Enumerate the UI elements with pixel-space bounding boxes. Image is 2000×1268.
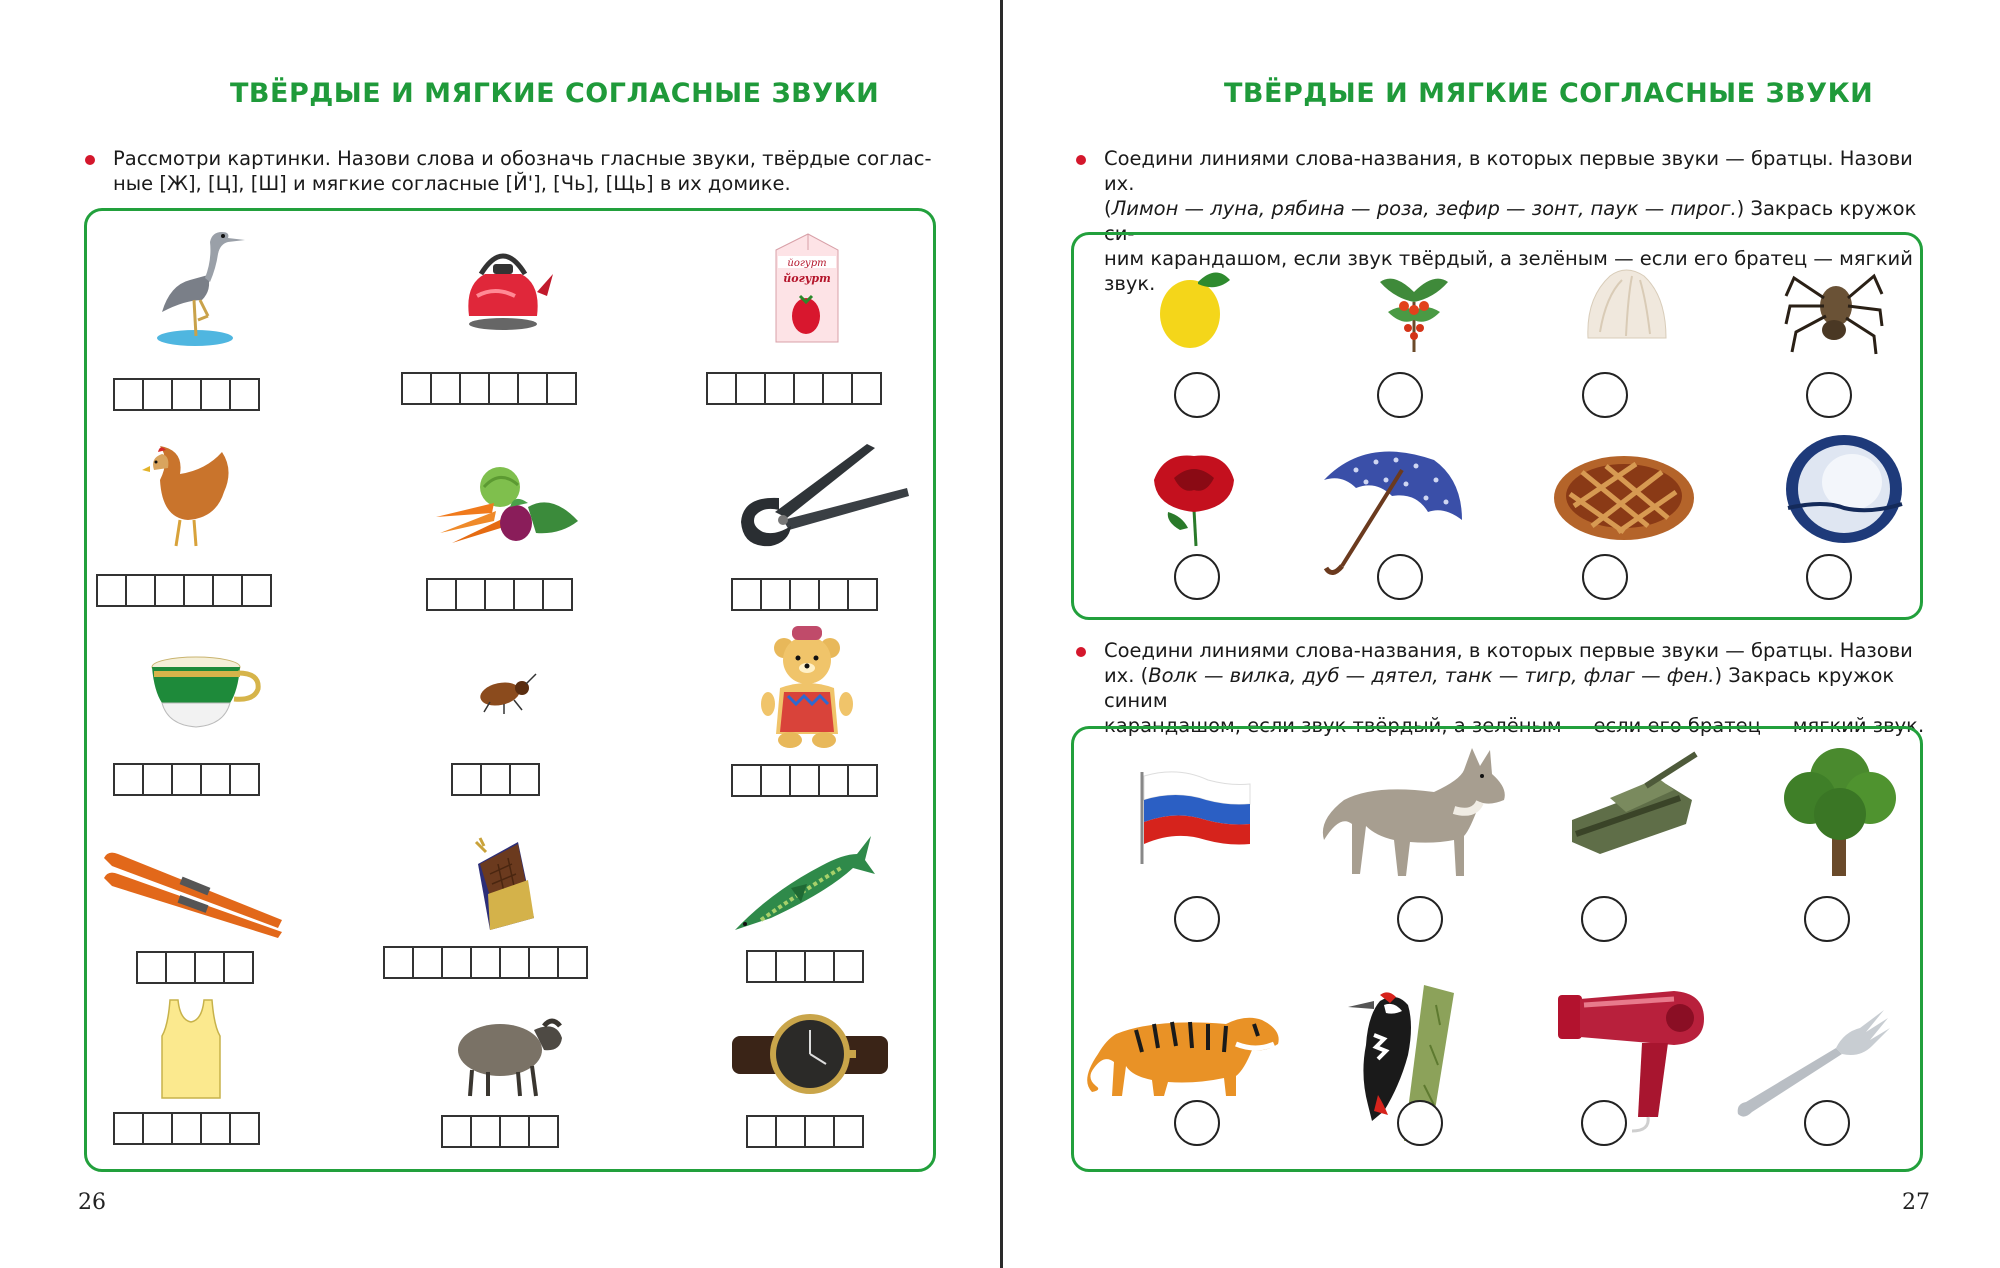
word-pairs: Лимон — луна, рябина — роза, зефир — зонт, паук — пирог.	[1111, 197, 1737, 220]
fork-icon	[1732, 1008, 1892, 1120]
sound-circle[interactable]	[1174, 896, 1220, 942]
bullet-icon	[1076, 647, 1086, 657]
sound-circle[interactable]	[1581, 1100, 1627, 1146]
word-pairs: Волк — вилка, дуб — дятел, танк — тигр, флаг — фен.	[1148, 664, 1715, 687]
vegetables-icon	[432, 463, 582, 553]
heron-icon	[150, 220, 250, 350]
tank-top-icon	[156, 996, 226, 1100]
kettle-icon	[455, 236, 555, 336]
sound-circle[interactable]	[1174, 1100, 1220, 1146]
instruction-line	[1104, 663, 1939, 713]
letter-boxes[interactable]	[443, 1115, 559, 1148]
oak-tree-icon	[1780, 742, 1900, 878]
lemon-icon	[1154, 262, 1234, 352]
watch-icon	[730, 1010, 890, 1100]
sound-circle[interactable]	[1804, 896, 1850, 942]
instruction-line: ним карандашом, если звук твёрдый, а зелёным — если его братец — мягкий звук.	[1104, 247, 1913, 295]
sound-circle[interactable]	[1397, 896, 1443, 942]
chicken-icon	[140, 440, 240, 555]
letter-boxes[interactable]	[428, 578, 573, 611]
instruction-text: (	[1104, 197, 1112, 220]
letter-boxes[interactable]	[115, 1112, 260, 1145]
letter-boxes[interactable]	[453, 763, 540, 796]
tiger-icon	[1086, 1000, 1284, 1100]
pike-icon	[731, 832, 876, 937]
page-number: 26	[78, 1190, 106, 1215]
instruction-line: Соедини линиями слова-названия, в которых первые звуки — братцы. Назови их.	[1104, 147, 1913, 195]
letter-boxes[interactable]	[403, 372, 577, 405]
sound-circle[interactable]	[1377, 372, 1423, 418]
instruction-line: карандашом, если звук твёрдый, а зелёным — если его братец — мягкий звук.	[1104, 714, 1925, 737]
beetle-icon	[470, 666, 540, 716]
book-spine	[1000, 0, 1003, 1268]
sound-circle[interactable]	[1174, 554, 1220, 600]
bullet-icon	[85, 155, 95, 165]
rose-icon	[1144, 450, 1244, 546]
instruction	[113, 146, 953, 196]
letter-boxes[interactable]	[115, 378, 260, 411]
marshmallow-icon	[1582, 262, 1672, 350]
yogurt-icon	[772, 230, 842, 345]
sound-circle[interactable]	[1806, 554, 1852, 600]
moon-icon	[1784, 434, 1904, 544]
cup-icon	[148, 655, 263, 735]
letter-boxes[interactable]	[385, 946, 588, 979]
sound-circle[interactable]	[1174, 372, 1220, 418]
page-title: ТВЁРДЫЕ И МЯГКИЕ СОГЛАСНЫЕ ЗВУКИ	[230, 78, 880, 109]
instruction-text: ) Закрась кружок синим	[1104, 664, 1895, 712]
sound-circle[interactable]	[1581, 896, 1627, 942]
tank-icon	[1566, 750, 1698, 855]
letter-boxes[interactable]	[748, 1115, 864, 1148]
sound-circle[interactable]	[1397, 1100, 1443, 1146]
chocolate-icon	[468, 834, 548, 934]
sound-circle[interactable]	[1582, 554, 1628, 600]
sound-circle[interactable]	[1582, 372, 1628, 418]
hairdryer-icon	[1554, 985, 1714, 1135]
sound-circle[interactable]	[1804, 1100, 1850, 1146]
letter-boxes[interactable]	[708, 372, 882, 405]
instruction-line: ные [Ж], [Ц], [Ш] и мягкие согласные [Й'], [Чь], [Щь] в их домике.	[113, 172, 791, 195]
pincers-icon	[735, 436, 915, 556]
page-number: 27	[1902, 1190, 1930, 1215]
wolf-icon	[1314, 740, 1514, 882]
teddy-bear-icon	[762, 622, 852, 754]
skis-icon	[102, 848, 287, 938]
sound-circle[interactable]	[1377, 554, 1423, 600]
instruction-text: ) Закрась кружок си-	[1104, 197, 1917, 245]
letter-boxes[interactable]	[748, 950, 864, 983]
letter-boxes[interactable]	[733, 578, 878, 611]
instruction-line: Соедини линиями слова-названия, в которых первые звуки — братцы. Назови	[1104, 639, 1913, 662]
letter-boxes[interactable]	[98, 574, 272, 607]
yogurt-label: йогурт	[783, 272, 831, 285]
letter-boxes[interactable]	[138, 951, 254, 984]
right-page	[1004, 0, 2000, 1268]
pie-icon	[1552, 452, 1697, 542]
instruction-line: Рассмотри картинки. Назови слова и обозначь гласные звуки, твёрдые соглас-	[113, 147, 932, 170]
sheep-icon	[448, 1000, 568, 1100]
instruction-text: их. (	[1104, 664, 1149, 687]
flag-icon	[1138, 768, 1254, 866]
page-title: ТВЁРДЫЕ И МЯГКИЕ СОГЛАСНЫЕ ЗВУКИ	[1224, 78, 1874, 109]
task2-instruction	[1104, 638, 1939, 738]
letter-boxes[interactable]	[115, 763, 260, 796]
yogurt-label: йогурт	[787, 258, 827, 269]
rowan-icon	[1374, 262, 1454, 354]
sound-circle[interactable]	[1806, 372, 1852, 418]
letter-boxes[interactable]	[733, 764, 878, 797]
spider-icon	[1784, 266, 1884, 356]
bullet-icon	[1076, 155, 1086, 165]
